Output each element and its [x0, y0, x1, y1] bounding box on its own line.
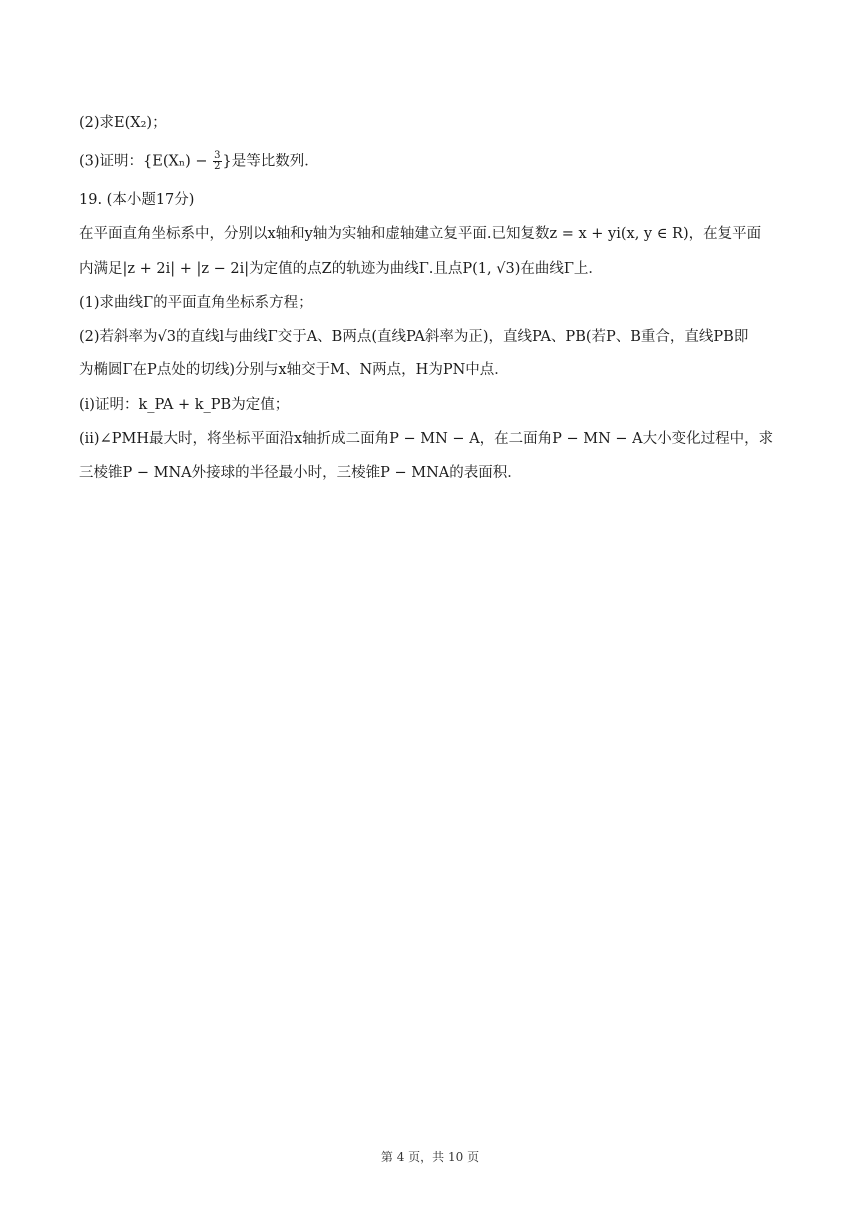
fraction-denominator: 2: [214, 161, 221, 172]
part-2-text: (2)求E(X₂)；: [79, 115, 167, 131]
part-3-text-end: }是等比数列．: [222, 153, 319, 170]
question-19-header: [79, 190, 194, 210]
question-19-part-2-ii-line-2: [79, 463, 522, 483]
question-19-part-2-line-1: [79, 327, 748, 347]
part-2-i-text: (i)证明：k_PA + k_PB为定值；: [79, 397, 290, 413]
question-part-2: [79, 113, 167, 133]
fraction-three-halves: [213, 151, 221, 172]
part-2a-text: (2)若斜率为√3的直线l与曲线Γ交于A、B两点(直线PA斜率为正)，直线PA、PB(若P、B重合，直线PB即: [79, 329, 749, 345]
question-19-part-1: [79, 293, 313, 313]
page-footer: [0, 1148, 860, 1165]
question-19-part-2-line-2: [79, 360, 509, 380]
part-2b-text: 为椭圆Γ在P点处的切线)分别与x轴交于M、N两点，H为PN中点．: [79, 362, 509, 378]
part-2-ii-text-2: 三棱锥P − MNA外接球的半径最小时，三棱锥P − MNA的表面积．: [79, 465, 522, 481]
fraction-numerator: 3: [214, 150, 221, 161]
stem-text-1: 在平面直角坐标系中，分别以x轴和y轴为实轴和虚轴建立复平面.已知复数z = x + yi(x, y ∈ R)，在复平面: [79, 226, 762, 242]
part-2-ii-text-1: (ii)∠PMH最大时，将坐标平面沿x轴折成二面角P − MN − A，在二面角P − MN − A大小变化过程中，求: [79, 431, 774, 447]
question-19-part-2-ii-line-1: [79, 429, 773, 449]
question-19-stem-line-1: [79, 224, 761, 244]
page-number: 第 4 页，共 10 页: [380, 1150, 480, 1164]
question-19-stem-line-2: [79, 259, 603, 279]
question-19-part-2-i: [79, 395, 289, 415]
question-part-3: [79, 151, 319, 172]
part-3-text-start: (3)证明：{E(Xₙ) −: [79, 153, 213, 170]
question-19-title: 19. (本小题17分): [79, 192, 195, 208]
stem-text-2: 内满足|z + 2i| + |z − 2i|为定值的点Z的轨迹为曲线Γ.且点P(1, √3)在曲线Γ上．: [79, 261, 603, 277]
part-1-text: (1)求曲线Γ的平面直角坐标系方程；: [79, 295, 313, 311]
